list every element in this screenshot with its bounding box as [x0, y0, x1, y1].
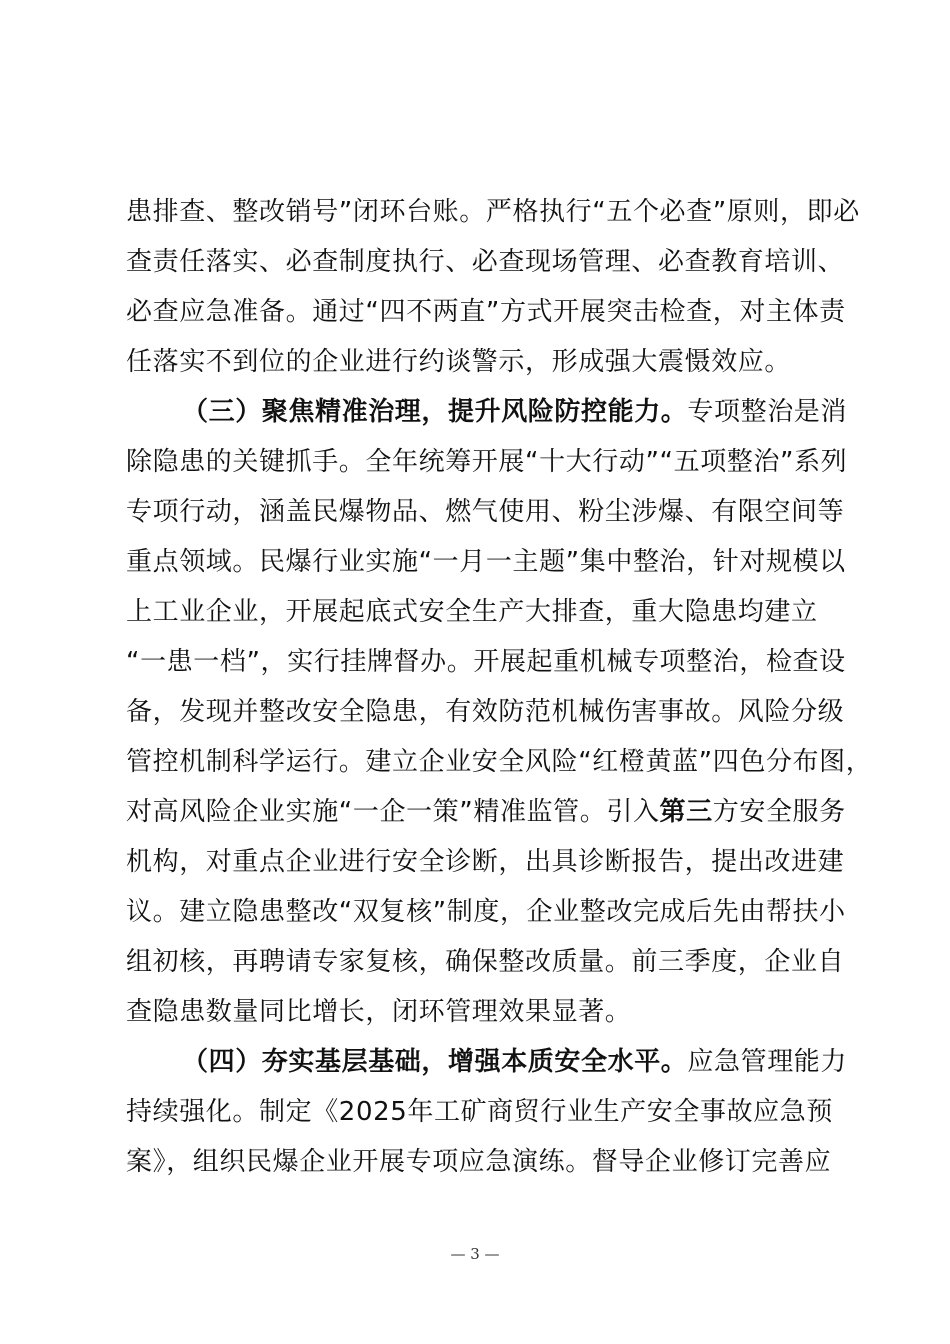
text-line: 持续强化。制定《2025年工矿商贸行业生产安全事故应急预 — [126, 1097, 833, 1127]
text-line: 管控机制科学运行。建立企业安全风险“红橙黄蓝”四色分布图， — [126, 747, 873, 777]
section-heading-line — [182, 1044, 848, 1080]
text-line: 专项行动，涵盖民爆物品、燃气使用、粉尘涉爆、有限空间等 — [126, 497, 845, 527]
section-heading: （四）夯实基层基础，增强本质安全水平。 — [182, 1047, 688, 1077]
text-line: 案》，组织民爆企业开展专项应急演练。督导企业修订完善应 — [126, 1147, 832, 1177]
section-heading: （三）聚焦精准治理，提升风险防控能力。 — [182, 397, 688, 427]
text-line: 除隐患的关键抓手。全年统筹开展“十大行动”“五项整治”系列 — [126, 447, 848, 477]
text-line: 上工业企业，开展起底式安全生产大排查，重大隐患均建立 — [126, 597, 818, 627]
text-line: 机构，对重点企业进行安全诊断，出具诊断报告，提出改进建 — [126, 847, 845, 877]
text-segment: 对高风险企业实施“一企一策”精准监管。引入 — [126, 797, 660, 827]
text-segment: 方安全服务 — [712, 797, 846, 827]
text-line — [126, 794, 846, 830]
bold-text-segment: 第三 — [659, 797, 713, 827]
text-line: 查隐患数量同比增长，闭环管理效果显著。 — [126, 997, 632, 1027]
text-line: “一患一档”，实行挂牌督办。开展起重机械专项整治，检查设 — [126, 647, 846, 677]
text-line: 查责任落实、必查制度执行、必查现场管理、必查教育培训、 — [126, 247, 845, 277]
text-line: 组初核，再聘请专家复核，确保整改质量。前三季度，企业自 — [126, 947, 845, 977]
section-text: 专项整治是消 — [687, 397, 848, 427]
text-line: 重点领域。民爆行业实施“一月一主题”集中整治，针对规模以 — [126, 547, 846, 577]
section-heading-line — [182, 394, 848, 430]
page-number: — 3 — — [450, 1245, 500, 1263]
text-line: 议。建立隐患整改“双复核”制度，企业整改完成后先由帮扶小 — [126, 897, 846, 927]
text-line: 备，发现并整改安全隐患，有效防范机械伤害事故。风险分级 — [126, 697, 845, 727]
text-line: 必查应急准备。通过“四不两直”方式开展突击检查，对主体责 — [126, 297, 846, 327]
text-line: 患排查、整改销号”闭环台账。严格执行“五个必查”原则，即必 — [126, 197, 860, 227]
section-text: 应急管理能力 — [687, 1047, 848, 1077]
text-line: 任落实不到位的企业进行约谈警示，形成强大震慑效应。 — [126, 347, 792, 377]
